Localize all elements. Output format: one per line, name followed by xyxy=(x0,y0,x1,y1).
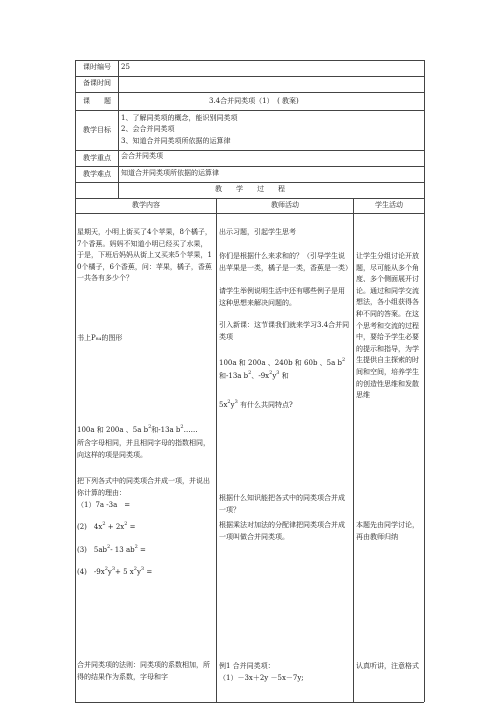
goal-3: 3、知道合并同类项所依据的运算律 xyxy=(121,137,231,145)
teacher-new-lesson: 引入新课：这节课我们就来学习3.4合并同类项 xyxy=(219,321,350,341)
difficulty-label: 教学难点 xyxy=(83,170,111,178)
content-exercise-instruction: 把下列各式中的同类项合并成一项，并说出你计算的理由： xyxy=(77,477,210,497)
goals-label: 教学目标 xyxy=(83,126,111,134)
col-content-header: 教学内容 xyxy=(132,201,160,209)
topic-label: 课 题 xyxy=(83,97,111,105)
content-merge-rule: 合并同类项的法则：同类项的系数相加，所得的结果作为系数，字母和字 xyxy=(77,661,210,681)
col-student-header: 学生活动 xyxy=(375,201,403,209)
exercise-2: (2) $4x^2 + 2x^2$ = xyxy=(77,521,136,531)
content-like-terms-definition: 所含字母相同，并且相同字母的指数相同，向这样的项是同类项。 xyxy=(77,439,210,459)
content-intro-problem: 星期天，小明上街买了4个苹果，8个橘子，7个香蕉。妈妈不知道小明已经买了水果，于是，下班后妈妈从街上又买来5个苹果，10个橘子，6个香蕉，问：苹果，橘子，香蕉一共各有多少个？ xyxy=(77,228,212,283)
exercise-4: (4) $-9x^2y^3+ 5$ $x^2y^3$ = xyxy=(77,566,153,576)
key-point-value: 会合并同类项 xyxy=(121,152,163,160)
teacher-examples-request: 请学生举例说明生活中还有哪些例子是用这种思想来解决问题的。 xyxy=(219,287,345,307)
student-discuss-summary: 本题先由同学讨论，再由教师归纳 xyxy=(356,521,419,541)
teacher-show-problem: 出示习题，引起学生思考 xyxy=(219,228,296,236)
student-listen: 认真听讲，注意格式 xyxy=(356,662,419,670)
content-textbook-figure: 书上P₈₄的图形 xyxy=(77,334,123,342)
difficulty-value: 知道合并同类项所依据的运算律 xyxy=(121,169,219,177)
goal-1: 1、了解同类项的概念，能识别同类项 xyxy=(121,114,238,122)
lesson-no-label: 课时编号 xyxy=(83,63,111,71)
prep-time-label: 备课时间 xyxy=(83,79,111,87)
exercise-3: (3) $5ab^2-$ 13 $ab^2$ = xyxy=(77,544,146,554)
content-like-terms-examples: 100a 和 200a 、5a $b^2$和-13a $b^2\dots\dots$ xyxy=(77,424,198,434)
teacher-guide-question: 你们是根据什么来求和的？（引导学生说出苹果是一类，橘子是一类，香蕉是一类） xyxy=(219,252,352,272)
lesson-no-value: 25 xyxy=(121,63,130,71)
exercise-1: （1）7a -3a = xyxy=(77,501,131,509)
process-title: 教 学 过 程 xyxy=(215,185,285,193)
topic-value: 3.4合并同类项（1） ( 教案) xyxy=(209,97,299,105)
teacher-example-1-part1: （1）－3x＋2y －5x－7y; xyxy=(219,674,304,682)
teacher-common-feature-line2: $5x^2y^3$ 有什么共同特点? xyxy=(219,399,293,409)
goal-2: 2、会合并同类项 xyxy=(121,125,175,133)
col-teacher-header: 教师活动 xyxy=(271,201,299,209)
teacher-example-1: 例1 合并同类项： xyxy=(219,662,275,670)
teacher-basis-question: 根据什么知识能把各式中的同类项合并成一项？ xyxy=(219,494,345,514)
key-point-label: 教学重点 xyxy=(83,154,111,162)
teacher-common-feature-line1: 100a 和 200a 、240b 和 60b 、5a $b^2$和-13a $b^2$、$-9x^2y^3$ 和 xyxy=(219,357,346,380)
student-group-discussion: 让学生分组讨论开放题，尽可能从多个角度、多个侧面展开讨论。通过和同学交流想法，各小组获得各种不同的答案。在这个思考和交流的过程中，要给予学生必要的提示和指导，为学生提供自主探索的时间和空间，培养学生的创造性思维和发散思维 xyxy=(356,252,419,400)
teacher-distributive-law: 根据乘法对加法的分配律把同类项合并成一项叫做合并同类项。 xyxy=(219,521,345,541)
